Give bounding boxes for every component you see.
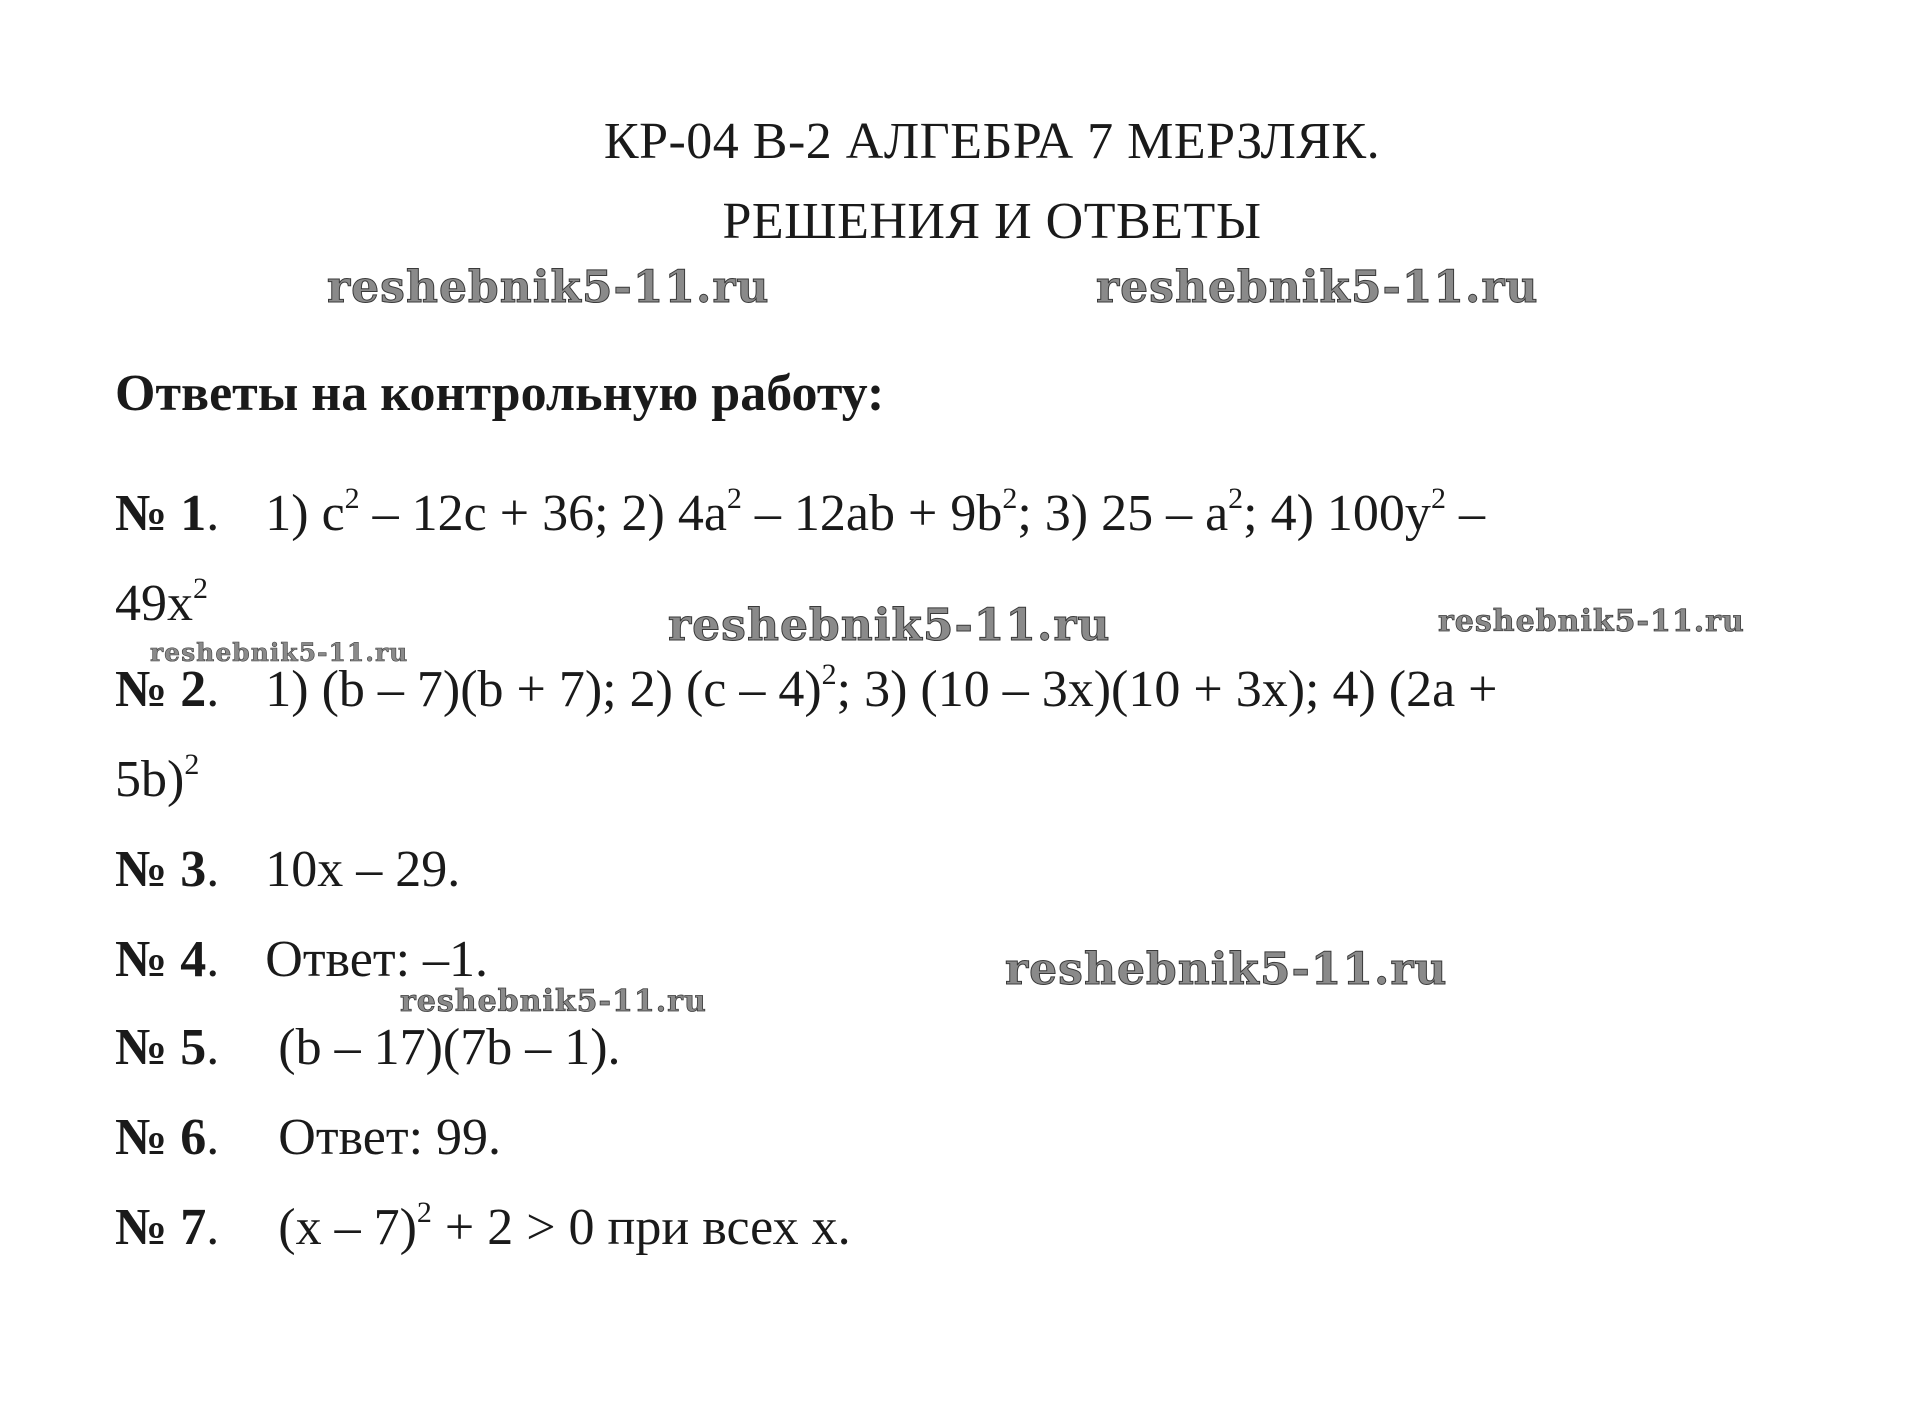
answer-number: № 4 — [115, 931, 207, 988]
answer-number: № 5 — [115, 1019, 207, 1076]
watermark: reshebnik5-11.ru — [1096, 262, 1539, 313]
answer-number: № 6 — [115, 1109, 207, 1166]
answer-1: № 1. 1) $c^2 - 12c + 36$; 2) $4a^2 - 12ab + 9b^2$; 3) $25 - a^2$; 4) $100y^2$ – — [115, 482, 1485, 542]
answer-2: № 2. 1) (b – 7)(b + 7); 2) (c – 4)$^2$; 3) (10 – 3x)(10 + 3x); 4) (2a + — [115, 658, 1498, 718]
watermark: reshebnik5-11.ru — [327, 262, 770, 313]
watermark: reshebnik5-11.ru — [1438, 604, 1745, 639]
answer-1-continuation: $49x^2$ — [115, 572, 208, 632]
answer-number: № 2 — [115, 661, 207, 718]
answer-7: № 7. (x – 7)$^2$ + 2 > 0 при всех x. — [115, 1196, 851, 1256]
answer-4: № 4. Ответ: –1. — [115, 931, 489, 988]
answer-number: № 1 — [115, 485, 207, 542]
watermark: reshebnik5-11.ru — [668, 600, 1111, 651]
watermark: reshebnik5-11.ru — [150, 638, 409, 667]
answer-5: № 5. (b – 17)(7b – 1). — [115, 1019, 621, 1076]
title-line-1: КР-04 В-2 АЛГЕБРА 7 МЕРЗЛЯК. — [603, 113, 1381, 170]
answer-number: № 3 — [115, 841, 207, 898]
answer-2-continuation: 5b)$^2$ — [115, 748, 200, 808]
answer-number: № 7 — [115, 1199, 207, 1256]
answers-heading: Ответы на контрольную работу: — [115, 365, 885, 422]
watermark: reshebnik5-11.ru — [400, 984, 707, 1019]
title-line-2: РЕШЕНИЯ И ОТВЕТЫ — [722, 193, 1262, 250]
answer-3: № 3. 10x – 29. — [115, 841, 461, 898]
watermark: reshebnik5-11.ru — [1005, 944, 1448, 995]
answer-6: № 6. Ответ: 99. — [115, 1109, 502, 1166]
